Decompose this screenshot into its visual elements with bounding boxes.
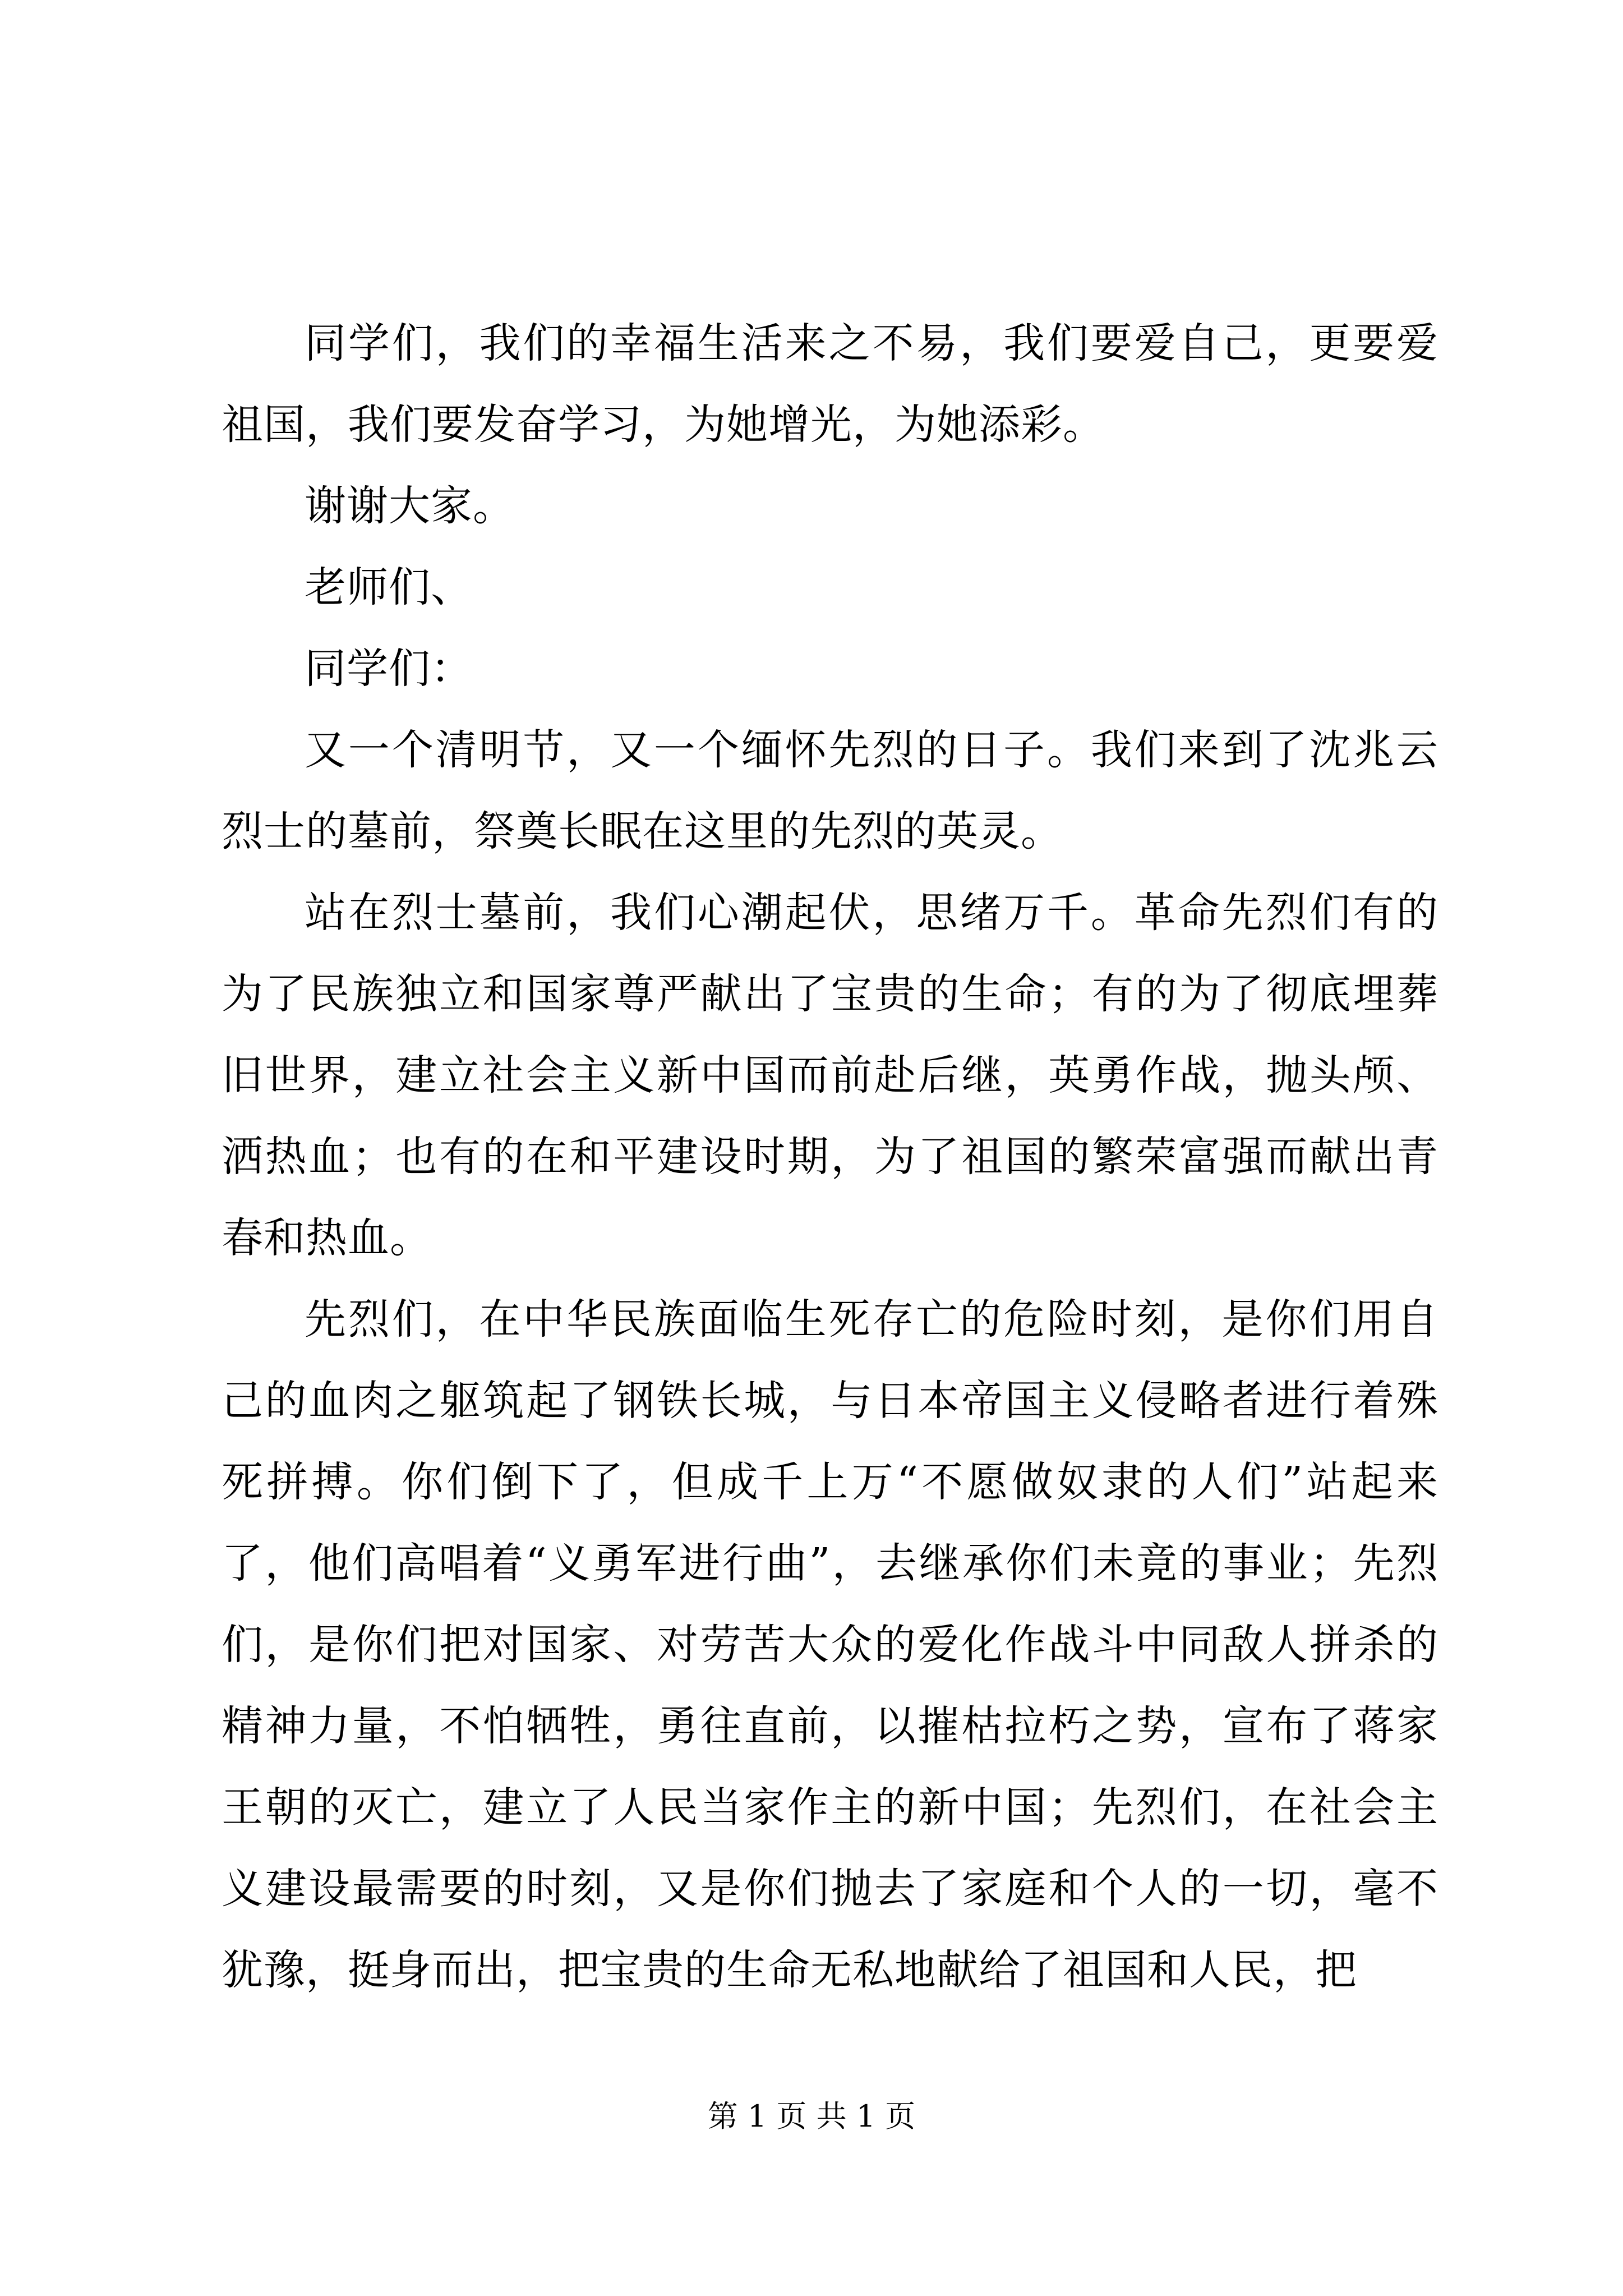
paragraph-closing-appeal: 同学们，我们的幸福生活来之不易，我们要爱自己，更要爱祖国，我们要发奋学习，为她增光，为她添彩。 <box>222 319 1438 449</box>
paragraph-martyrs-sacrifice: 站在烈士墓前，我们心潮起伏，思绪万千。革命先烈们有的为了民族独立和国家尊严献出了宝贵的生命；有的为了彻底埋葬旧世界，建立社会主义新中国而前赴后继，英勇作战，抛头颅、洒热血；也有的在和平建设时期，为了祖国的繁荣富强而献出青春和热血。 <box>222 889 1438 1262</box>
paragraph-salutation-teachers: 老师们、 <box>305 563 473 611</box>
paragraph-salutation-students: 同学们： <box>305 645 473 693</box>
paragraph-qingming-intro: 又一个清明节，又一个缅怀先烈的日子。我们来到了沈兆云烈士的墓前，祭奠长眠在这里的先烈的英灵。 <box>222 726 1438 855</box>
paragraph-thanks: 谢谢大家。 <box>305 482 515 530</box>
document-body <box>222 303 1438 2011</box>
page-number-footer: 第 1 页 共 1 页 <box>707 2099 916 2134</box>
paragraph-martyrs-tribute: 先烈们，在中华民族面临生死存亡的危险时刻，是你们用自己的血肉之躯筑起了钢铁长城，与日本帝国主义侵略者进行着殊死拼搏。你们倒下了，但成千上万“不愿做奴隶的人们”站起来了，他们高唱着“义勇军进行曲”，去继承你们未竟的事业；先烈们，是你们把对国家、对劳苦大众的爱化作战斗中同敌人拼杀的精神力量，不怕牺牲，勇往直前，以摧枯拉朽之势，宣布了蒋家王朝的灭亡，建立了人民当家作主的新中国；先烈们，在社会主义建设最需要的时刻，又是你们抛去了家庭和个人的一切，毫不犹豫，挺身而出，把宝贵的生命无私地献给了祖国和人民，把 <box>222 1295 1438 1994</box>
